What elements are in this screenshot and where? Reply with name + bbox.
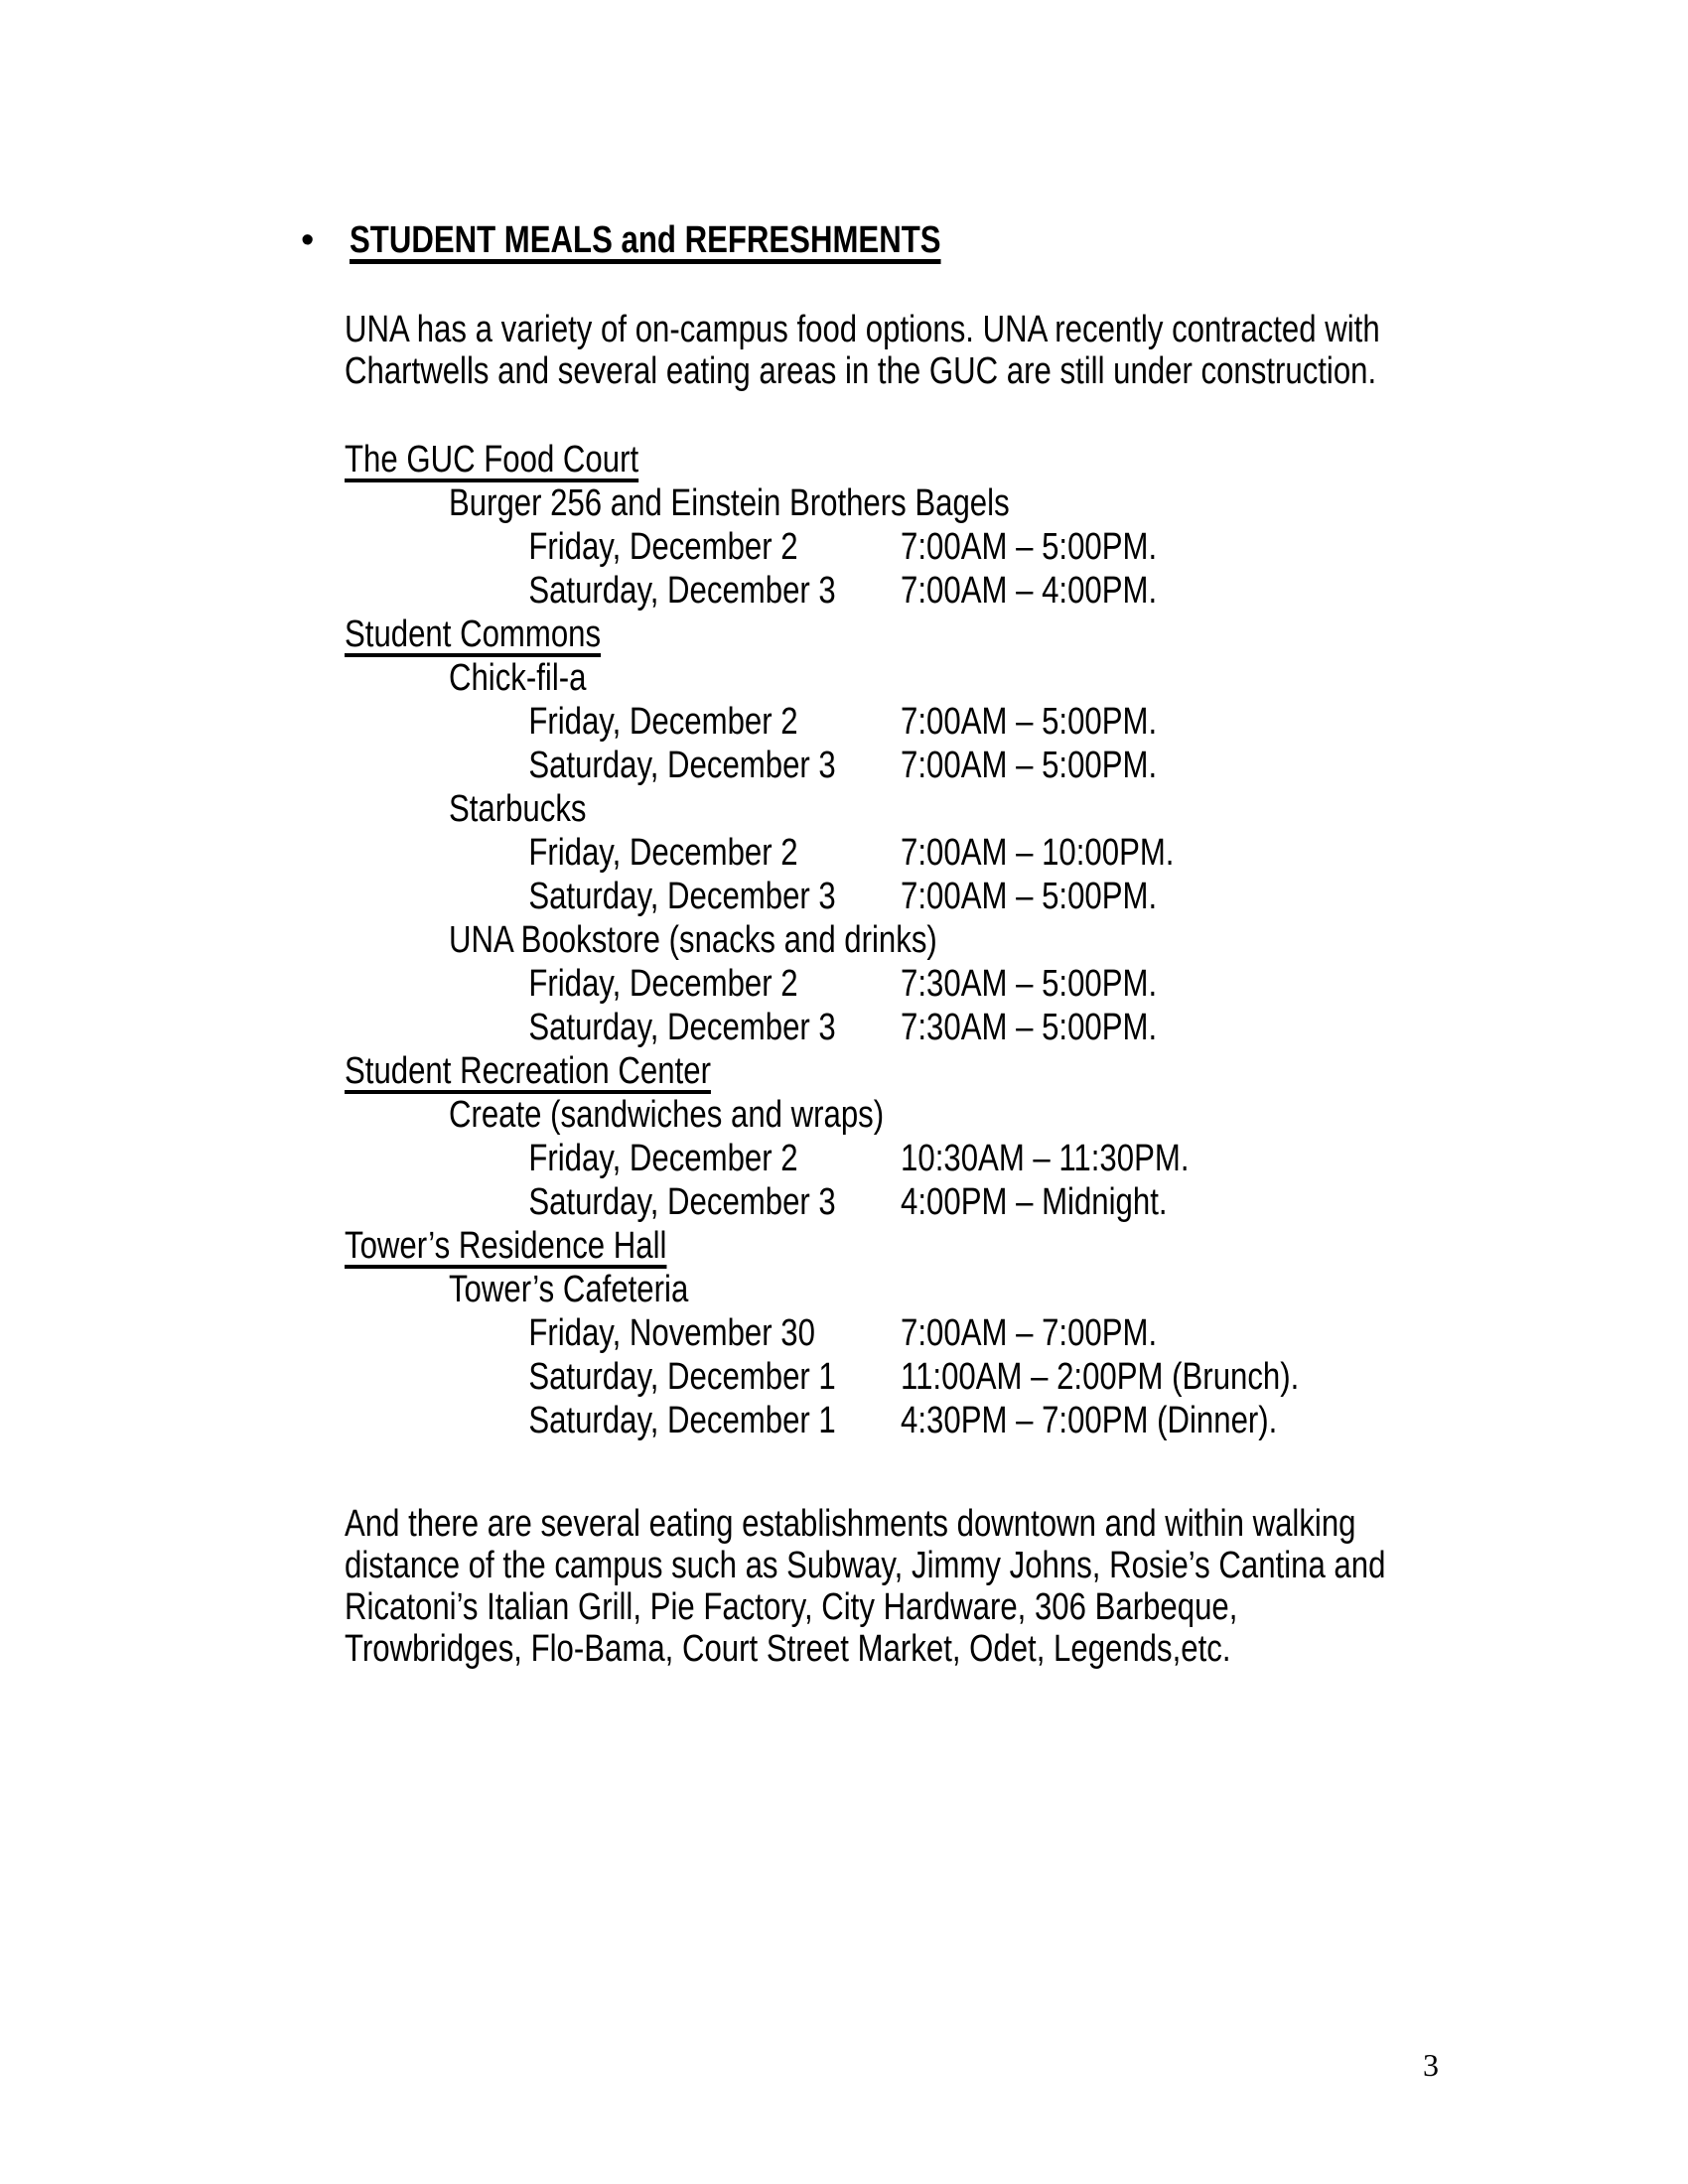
day-cell: Saturday, December 3	[528, 570, 836, 612]
venue-name: Create (sandwiches and wraps)	[448, 1094, 885, 1136]
time-cell: 7:00AM – 5:00PM.	[901, 876, 1158, 917]
time-cell: 7:00AM – 5:00PM.	[901, 526, 1158, 568]
venue-row	[345, 918, 937, 962]
hours-row	[345, 744, 1158, 787]
paragraph-line: Ricatoni’s Italian Grill, Pie Factory, City Hardware, 306 Barbeque,	[345, 1586, 1238, 1628]
time-cell: 7:30AM – 5:00PM.	[901, 963, 1158, 1005]
day-cell: Friday, December 2	[528, 526, 798, 568]
day-cell: Friday, December 2	[528, 832, 798, 874]
paragraph-line: Chartwells and several eating areas in the GUC are still under construction.	[345, 350, 1377, 392]
venue-row	[345, 1268, 711, 1311]
hours-row	[345, 1180, 1168, 1224]
day-cell: Saturday, December 3	[528, 1181, 836, 1223]
page-title: STUDENT MEALS and REFRESHMENTS	[350, 219, 941, 261]
day-cell: Saturday, December 3	[528, 745, 836, 786]
paragraph-line: UNA has a variety of on-campus food options. UNA recently contracted with	[345, 309, 1380, 350]
time-cell: 7:00AM – 5:00PM.	[901, 701, 1158, 743]
list-bullet-icon: •	[301, 219, 315, 261]
hours-row	[345, 1311, 1158, 1355]
paragraph-line: distance of the campus such as Subway, Jimmy Johns, Rosie’s Cantina and	[345, 1545, 1386, 1586]
time-cell: 10:30AM – 11:30PM.	[901, 1138, 1190, 1179]
hours-row	[345, 1355, 1300, 1399]
page-number: 3	[1423, 2047, 1439, 2083]
time-cell: 7:00AM – 4:00PM.	[901, 570, 1158, 612]
section-header-row	[345, 613, 711, 656]
closing-paragraph	[345, 1503, 1385, 1670]
section-header-row	[345, 1224, 711, 1268]
venue-name: Chick-fil-a	[448, 657, 587, 699]
hours-row	[345, 831, 1175, 875]
day-cell: Saturday, December 1	[528, 1356, 836, 1398]
day-cell: Friday, December 2	[528, 1138, 798, 1179]
hours-row	[345, 962, 1158, 1006]
venue-name: Starbucks	[448, 788, 587, 830]
time-cell: 4:30PM – 7:00PM (Dinner).	[901, 1400, 1278, 1441]
hours-row	[345, 569, 1158, 613]
venue-row	[345, 656, 711, 700]
venue-row	[345, 787, 711, 831]
intro-paragraph	[345, 309, 1380, 392]
hours-row	[345, 1006, 1158, 1049]
venue-name: UNA Bookstore (snacks and drinks)	[448, 919, 937, 961]
venue-row	[345, 481, 1010, 525]
paragraph-line: And there are several eating establishments downtown and within walking	[345, 1503, 1356, 1545]
time-cell: 7:00AM – 10:00PM.	[901, 832, 1175, 874]
venue-row	[345, 1093, 885, 1137]
venue-name: Tower’s Cafeteria	[448, 1269, 689, 1310]
day-cell: Friday, December 2	[528, 963, 798, 1005]
time-cell: 7:00AM – 7:00PM.	[901, 1312, 1158, 1354]
hours-row	[345, 525, 1158, 569]
hours-row	[345, 700, 1158, 744]
time-cell: 4:00PM – Midnight.	[901, 1181, 1168, 1223]
hours-row	[345, 875, 1158, 918]
time-cell: 7:00AM – 5:00PM.	[901, 745, 1158, 786]
section-header-row	[345, 438, 711, 481]
section-header-row	[345, 1049, 711, 1093]
time-cell: 11:00AM – 2:00PM (Brunch).	[901, 1356, 1300, 1398]
day-cell: Friday, December 2	[528, 701, 798, 743]
section-header: Student Recreation Center	[345, 1050, 711, 1092]
day-cell: Friday, November 30	[528, 1312, 815, 1354]
day-cell: Saturday, December 3	[528, 1007, 836, 1048]
day-cell: Saturday, December 3	[528, 876, 836, 917]
paragraph-line: Trowbridges, Flo-Bama, Court Street Market, Odet, Legends,etc.	[345, 1628, 1231, 1670]
time-cell: 7:30AM – 5:00PM.	[901, 1007, 1158, 1048]
section-header: The GUC Food Court	[345, 439, 639, 480]
day-cell: Saturday, December 1	[528, 1400, 836, 1441]
section-header: Student Commons	[345, 614, 602, 655]
venue-name: Burger 256 and Einstein Brothers Bagels	[448, 482, 1010, 524]
section-header: Tower’s Residence Hall	[345, 1225, 667, 1267]
dining-hours-list	[345, 438, 1300, 1442]
hours-row	[345, 1137, 1190, 1180]
hours-row	[345, 1399, 1278, 1442]
